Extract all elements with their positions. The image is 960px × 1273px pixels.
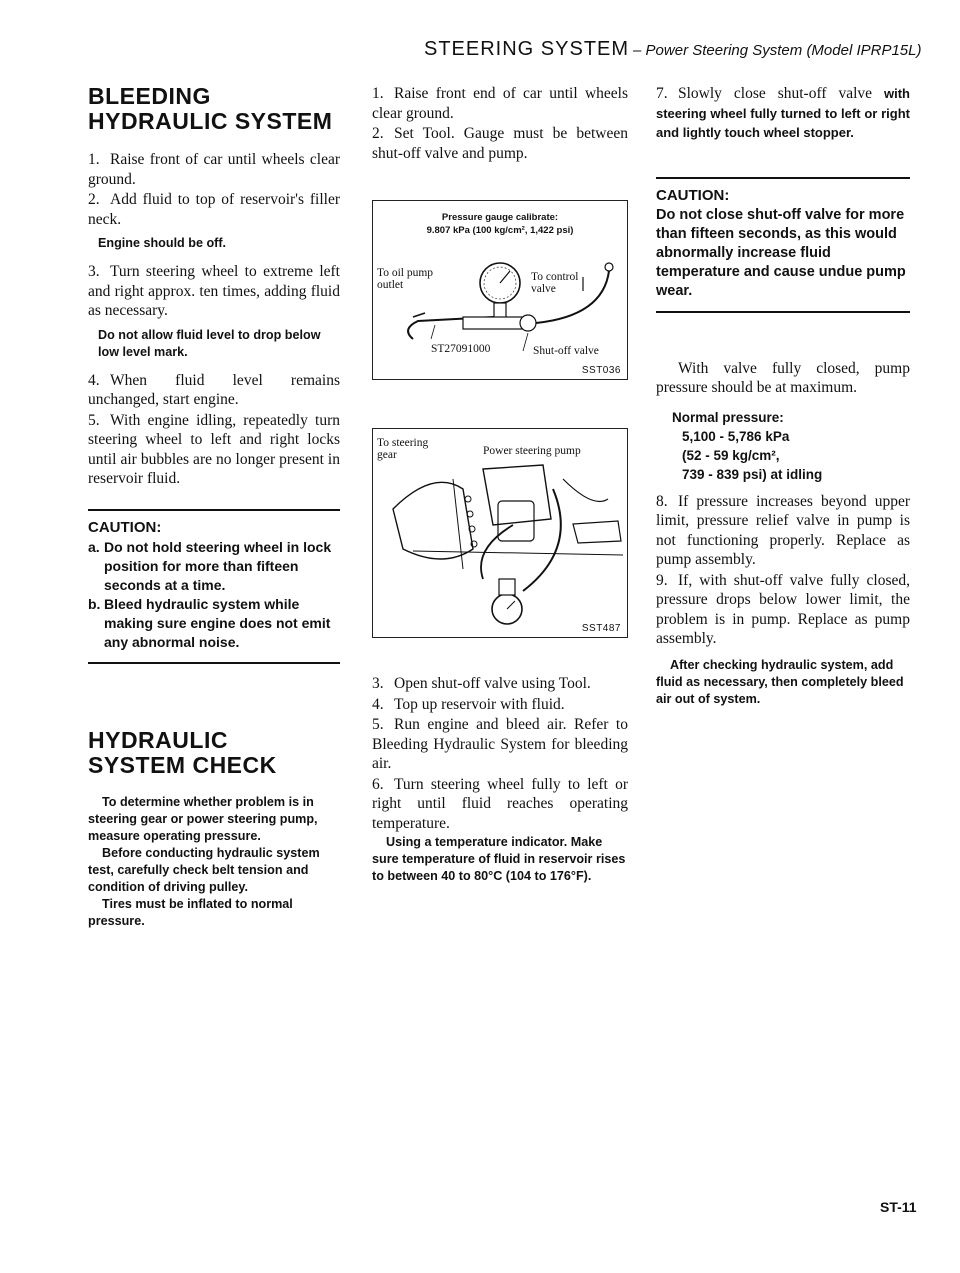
paragraph: With valve fully closed, pump pressure should be at maximum. bbox=[656, 359, 910, 396]
section-title-check bbox=[88, 728, 340, 778]
step-text: Turn steering wheel to extreme left and right approx. ten times, adding fluid as necessary. bbox=[88, 263, 340, 319]
title-line: HYDRAULIC bbox=[88, 726, 228, 753]
step-text-bold: with steering wheel fully turned to left or right and lightly touch wheel stopper. bbox=[656, 86, 910, 140]
figure-code: SST036 bbox=[581, 365, 621, 376]
title-line: HYDRAULIC SYSTEM bbox=[88, 108, 333, 134]
pressure-value: 739 - 839 psi) at idling bbox=[682, 466, 823, 482]
caution-title: CAUTION: bbox=[88, 518, 162, 536]
step-item bbox=[656, 84, 910, 143]
step-text: Run engine and bleed air. Refer to Bleeding Hydraulic System for bleeding air. bbox=[372, 716, 628, 772]
page-header bbox=[424, 38, 944, 61]
column-right bbox=[656, 84, 910, 708]
figure-steering-pump bbox=[372, 428, 628, 638]
step-number: 1. bbox=[372, 85, 384, 102]
label-tool-number: ST27091000 bbox=[431, 343, 491, 355]
caution-text: Bleed hydraulic system while making sure engine does not emit any abnormal noise. bbox=[104, 595, 331, 650]
step-number: 4. bbox=[88, 371, 100, 389]
step-item bbox=[372, 715, 628, 774]
caution-label: a. bbox=[88, 538, 100, 555]
step-item bbox=[88, 190, 340, 229]
step-item bbox=[88, 150, 340, 189]
column-left bbox=[88, 84, 340, 930]
header-subtitle: – Power Steering System (Model IPRP15L) bbox=[633, 42, 922, 59]
column-middle-lower bbox=[372, 674, 628, 885]
step-item bbox=[656, 492, 910, 570]
step-item bbox=[372, 124, 628, 163]
caution-box bbox=[656, 177, 910, 313]
note-text: After checking hydraulic system, add fluid as necessary, then completely bleed air out of system. bbox=[656, 657, 904, 706]
step-text: Slowly close shut-off valve bbox=[678, 85, 873, 102]
note-text: Before conducting hydraulic system test, carefully check belt tension and condition of driving pulley. bbox=[88, 845, 320, 894]
figure-caption: 9.807 kPa (100 kg/cm², 1,422 psi) bbox=[426, 225, 574, 236]
note-text: Do not allow fluid level to drop below low level mark. bbox=[98, 327, 321, 359]
normal-pressure-spec bbox=[672, 408, 910, 484]
figure-pressure-gauge bbox=[372, 200, 628, 380]
step-item bbox=[372, 695, 628, 715]
step-number: 2. bbox=[88, 191, 100, 208]
step-text: If, with shut-off valve fully closed, pressure drops below lower limit, the problem is in pump. Replace as pump assembly. bbox=[656, 571, 910, 647]
label-steering-gear: To steering gear bbox=[377, 437, 429, 461]
column-middle bbox=[372, 84, 628, 164]
label-shutoff-valve: Shut-off valve bbox=[533, 345, 599, 357]
note-text: To determine whether problem is in steering gear or power steering pump, measure operating pressure. bbox=[88, 794, 318, 843]
step-number: 6. bbox=[372, 775, 384, 793]
page-number: ST-11 bbox=[880, 1199, 917, 1215]
caution-title: CAUTION: bbox=[656, 186, 730, 204]
note-text: Tires must be inflated to normal pressure. bbox=[88, 896, 293, 928]
step-number: 5. bbox=[88, 411, 100, 429]
label-power-steering-pump: Power steering pump bbox=[483, 445, 581, 457]
step-text: With engine idling, repeatedly turn steering wheel to left and right locks until air bubbles are no longer present in reservoir fluid. bbox=[88, 411, 340, 487]
pressure-value: 5,100 - 5,786 kPa bbox=[682, 428, 790, 444]
step-text: Raise front of car until wheels clear ground. bbox=[88, 151, 340, 188]
step-text: Add fluid to top of reservoir's filler neck. bbox=[88, 191, 340, 228]
step-text: Raise front end of car until wheels clear ground. bbox=[372, 85, 628, 122]
header-title: STEERING SYSTEM bbox=[424, 38, 630, 60]
step-number: 8. bbox=[656, 492, 668, 510]
step-number: 7. bbox=[656, 85, 668, 102]
step-number: 3. bbox=[372, 675, 384, 692]
step-text: When fluid level remains unchanged, start engine. bbox=[88, 371, 340, 408]
note-text: Using a temperature indicator. Make sure temperature of fluid in reservoir rises to between 40 to 80°C (104 to 176°F). bbox=[372, 835, 626, 883]
caution-label: b. bbox=[88, 595, 101, 612]
step-item bbox=[372, 674, 628, 694]
step-item bbox=[656, 571, 910, 649]
caution-box bbox=[88, 509, 340, 664]
step-item bbox=[88, 371, 340, 410]
title-line: SYSTEM CHECK bbox=[88, 751, 277, 778]
caution-item bbox=[88, 538, 340, 595]
caution-text: Do not close shut-off valve for more than fifteen seconds, as this would abnormally increase fluid temperature and cause undue pump wear. bbox=[656, 206, 906, 299]
figure-caption: Pressure gauge calibrate: bbox=[441, 212, 559, 223]
step-item bbox=[372, 84, 628, 123]
step-text: Top up reservoir with fluid. bbox=[394, 695, 565, 713]
step-number: 9. bbox=[656, 571, 668, 589]
step-text: Turn steering wheel fully to left or right until fluid reaches operating temperature. bbox=[372, 775, 628, 832]
caution-item bbox=[88, 595, 340, 652]
caution-text: Do not hold steering wheel in lock position for more than fifteen seconds at a time. bbox=[104, 538, 332, 593]
step-item bbox=[88, 262, 340, 321]
pressure-title: Normal pressure: bbox=[672, 409, 784, 425]
step-number: 5. bbox=[372, 716, 384, 733]
pressure-value: (52 - 59 kg/cm², bbox=[682, 447, 780, 463]
step-number: 1. bbox=[88, 151, 100, 168]
note-text: Engine should be off. bbox=[98, 236, 227, 250]
step-number: 4. bbox=[372, 695, 384, 713]
step-number: 2. bbox=[372, 125, 384, 142]
step-text: Set Tool. Gauge must be between shut-off valve and pump. bbox=[372, 125, 628, 162]
step-text: Open shut-off valve using Tool. bbox=[394, 675, 591, 692]
step-number: 3. bbox=[88, 263, 100, 280]
figure-code: SST487 bbox=[581, 623, 621, 634]
label-oil-pump: To oil pump outlet bbox=[377, 267, 434, 291]
label-control-valve: To control valve bbox=[531, 271, 579, 295]
step-text: If pressure increases beyond upper limit, pressure relief valve in pump is not functioning properly. Replace as pump assembly. bbox=[656, 492, 910, 568]
section-title-bleeding bbox=[88, 84, 340, 134]
step-item bbox=[88, 411, 340, 489]
title-line: BLEEDING bbox=[88, 83, 211, 109]
step-item bbox=[372, 775, 628, 834]
